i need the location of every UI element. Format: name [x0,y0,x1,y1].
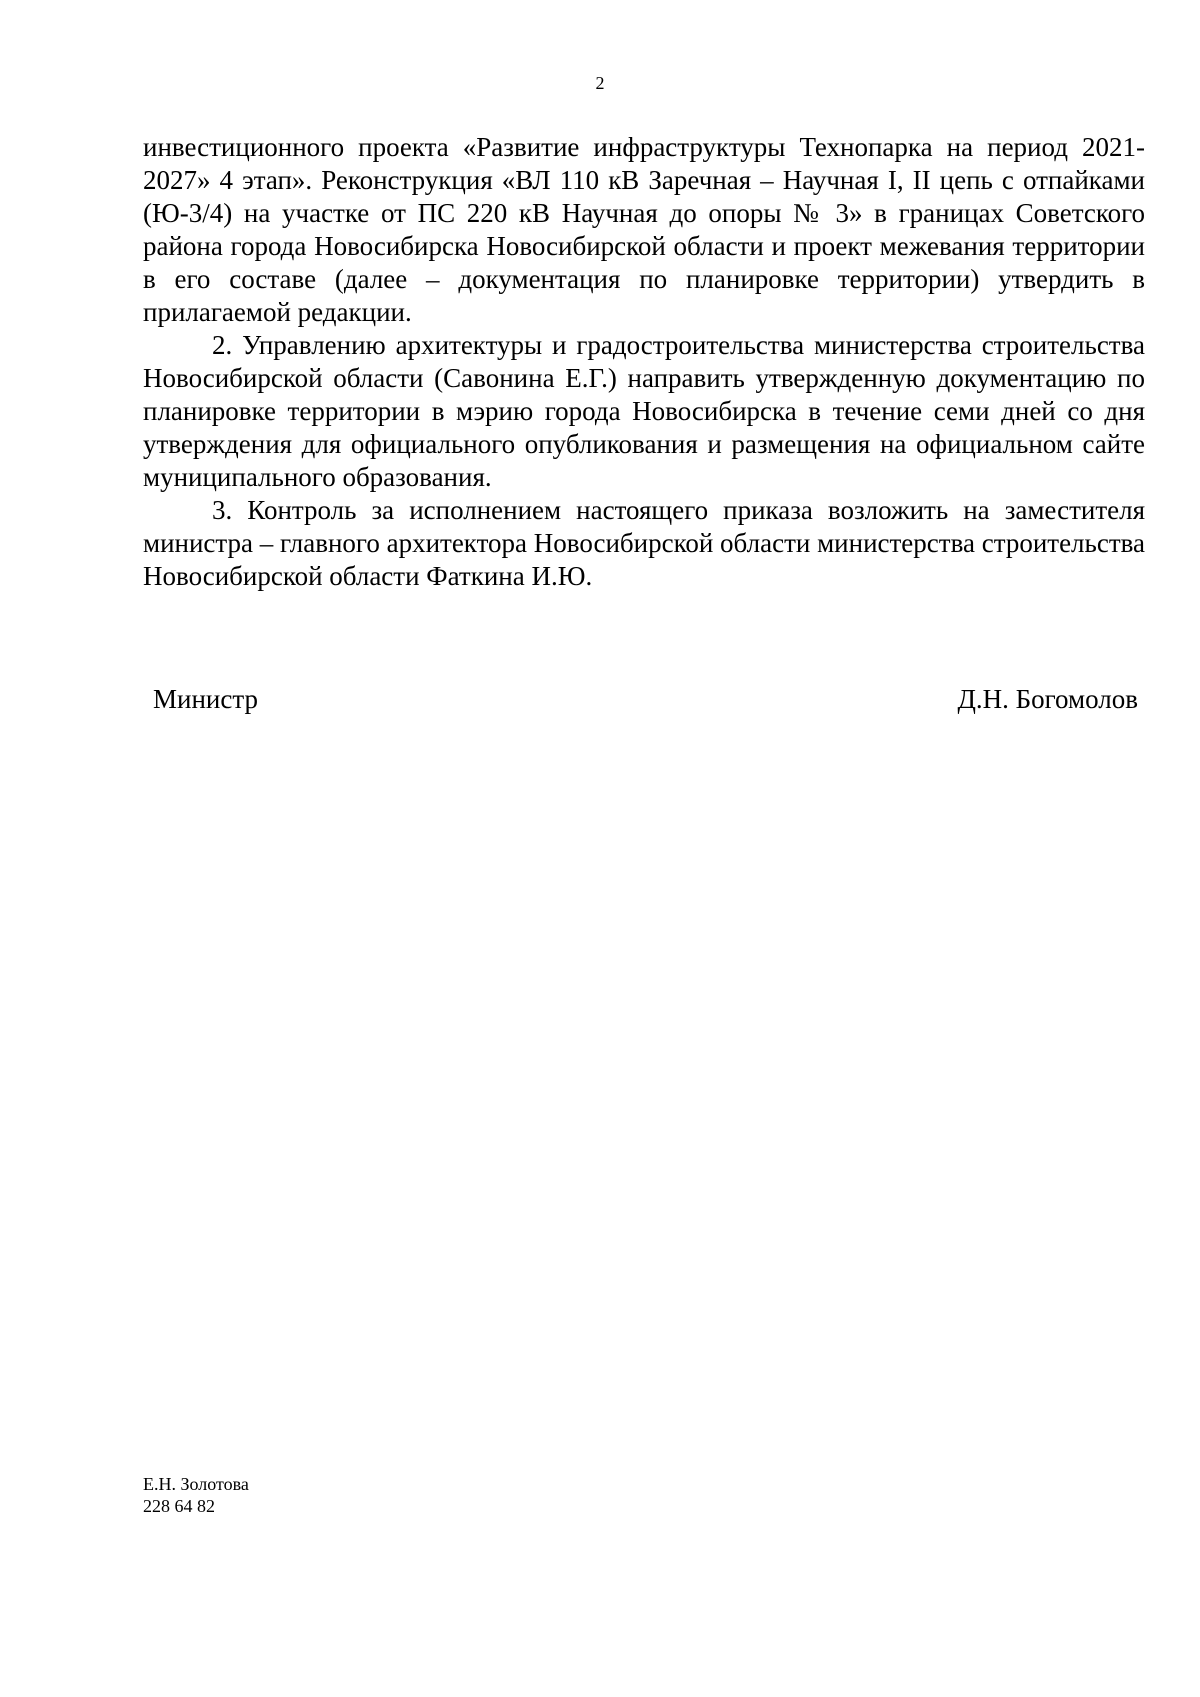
paragraph-3: 3. Контроль за исполнением настоящего приказа возложить на заместителя министра – главного архитектора Новосибирской области министерства строительства Новосибирской области Фаткина И.Ю. [143,495,1145,591]
document-body [143,131,1145,593]
executor-block [143,1473,249,1517]
paragraph-2: 2. Управлению архитектуры и градостроительства министерства строительства Новосибирской области (Савонина Е.Г.) направить утвержденную документацию по планировке территории в мэрию города Новосибирска в течение семи дней со дня утверждения для официального опубликования и размещения на официальном сайте муниципального образования. [143,330,1145,492]
executor-name: Е.Н. Золотова [143,1474,249,1494]
page-number: 2 [595,73,605,93]
paragraph-1-continuation: инвестиционного проекта «Развитие инфраструктуры Технопарка на период 2021-2027» 4 этап». Реконструкция «ВЛ 110 кВ Заречная – Научная I, II цепь с отпайками (Ю-3/4) на участке от ПС 220 кВ Научная до опоры № 3» в границах Советского района города Новосибирска Новосибирской области и проект межевания территории в его составе (далее – документация по планировке территории) утвердить в прилагаемой редакции. [143,132,1145,327]
signature-title: Министр [153,684,258,714]
signature-block [153,683,1138,719]
executor-phone: 228 64 82 [143,1496,215,1516]
signature-name: Д.Н. Богомолов [957,684,1138,714]
